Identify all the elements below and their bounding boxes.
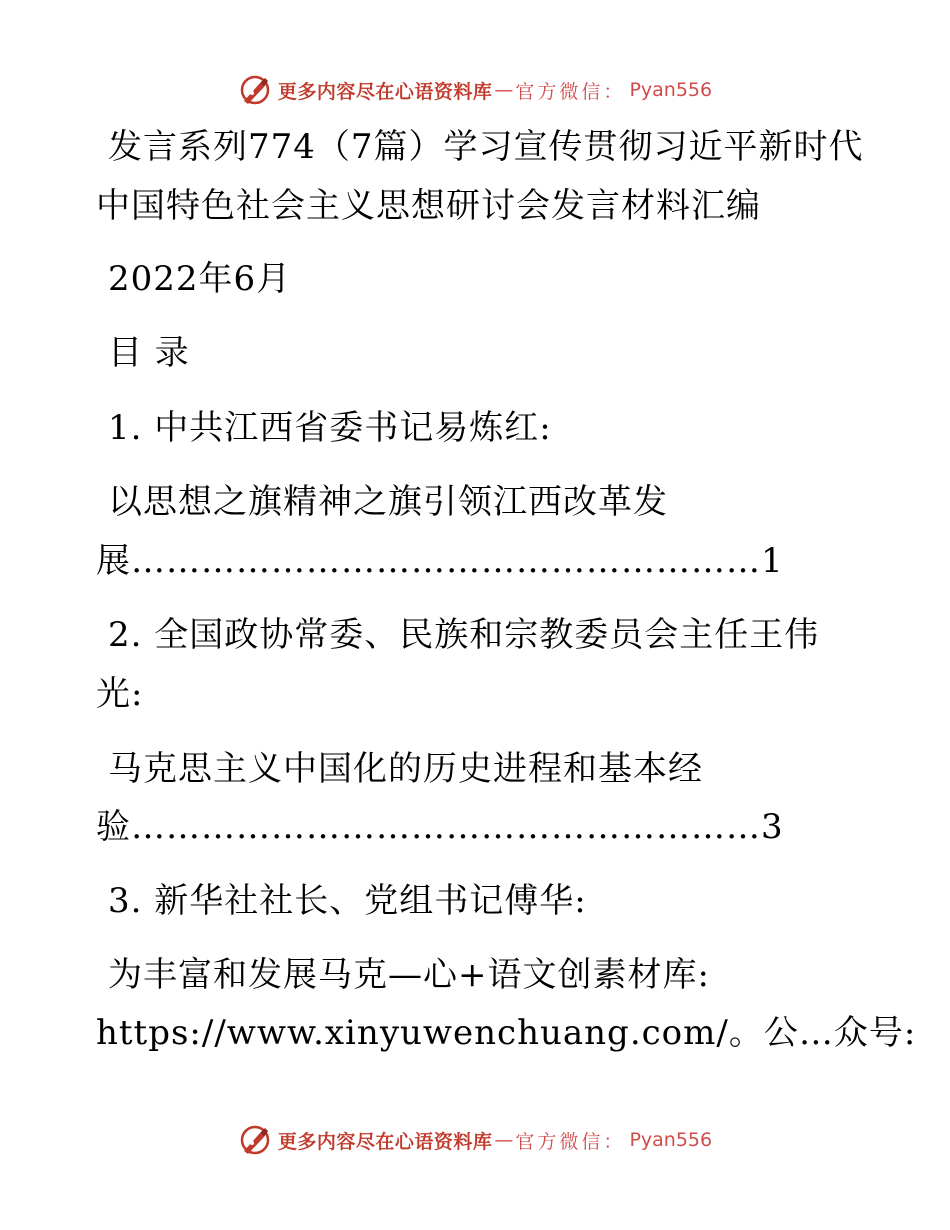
watermark-main-text: 更多内容尽在心语资料库 — [277, 1130, 493, 1153]
toc-item-1-title-line2: 展………………………………………………1 — [96, 541, 784, 581]
toc-item-2-speaker-line1: 2. 全国政协常委、民族和宗教委员会主任王伟 — [108, 615, 820, 655]
toc-heading: 目 录 — [108, 333, 190, 373]
toc-item-2-title-line2: 验………………………………………………3 — [96, 807, 784, 847]
watermark-main-text: 更多内容尽在心语资料库 — [277, 80, 493, 103]
pen-logo-icon — [238, 1123, 272, 1157]
toc-item-1-speaker: 1. 中共江西省委书记易炼红: — [108, 408, 552, 448]
toc-item-2-speaker-line2: 光: — [96, 674, 144, 714]
toc-item-3-speaker: 3. 新华社社长、党组书记傅华: — [108, 881, 587, 921]
footer-watermark — [0, 1120, 950, 1160]
toc-item-3-title-line1: 为丰富和发展马克—心+语文创素材库: — [108, 955, 710, 995]
toc-item-1-title-line1: 以思想之旗精神之旗引领江西改革发 — [108, 482, 668, 522]
watermark-separator: — — [494, 79, 514, 101]
pen-logo-icon — [238, 73, 272, 107]
watermark-account: Pyan556 — [629, 79, 713, 101]
toc-item-2-title-line1: 马克思主义中国化的历史进程和基本经 — [108, 749, 703, 789]
document-title-line1: 发言系列774（7篇）学习宣传贯彻习近平新时代 — [108, 127, 864, 167]
watermark-account: Pyan556 — [629, 1129, 713, 1151]
watermark-tag-text: 官方微信： — [515, 1130, 626, 1153]
watermark-tag-text: 官方微信： — [515, 80, 626, 103]
watermark-separator: — — [494, 1129, 514, 1151]
header-watermark — [0, 70, 950, 110]
document-date: 2022年6月 — [108, 259, 292, 299]
document-title-line2: 中国特色社会主义思想研讨会发言材料汇编 — [96, 186, 761, 226]
toc-item-3-title-line2: https://www.xinyuwenchuang.com/。公…众号: — [96, 1013, 917, 1053]
